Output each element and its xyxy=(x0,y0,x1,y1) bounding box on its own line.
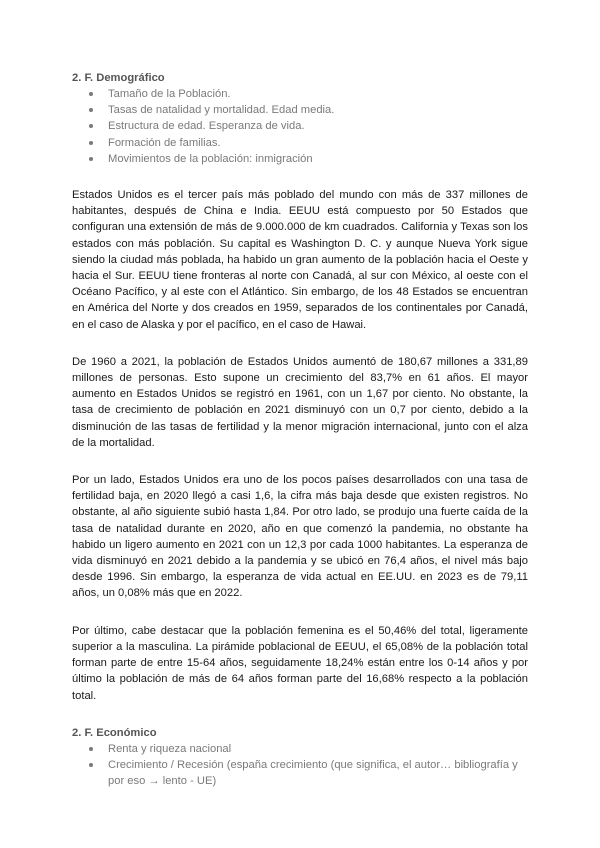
bullet-item: Tasas de natalidad y mortalidad. Edad media. xyxy=(72,102,528,118)
document-page xyxy=(72,70,528,789)
economico-bullet-list xyxy=(72,741,528,790)
bullet-item: Formación de familias. xyxy=(72,135,528,151)
bullet-item: Movimientos de la población: inmigración xyxy=(72,151,528,167)
demografico-bullet-list xyxy=(72,86,528,167)
paragraph-population-structure: Por último, cabe destacar que la población femenina es el 50,46% del total, ligeramente superior a la masculina. La pirámide poblacional de EEUU, el 65,08% de la población total forman parte de entre 15-64 años, seguidamente 18,24% están entre los 0-14 años y por último la población de más de 64 años forman parte del 16,68% respecto a la población total. xyxy=(72,624,528,702)
section-heading-demografico: 2. F. Demográfico xyxy=(72,72,165,84)
paragraph-fertility-natality: Por un lado, Estados Unidos era uno de los pocos países desarrollados con una tasa de fertilidad baja, en 2020 llegó a casi 1,6, la cifra más baja desde que existen registros. No obstante, al año siguiente subió hasta 1,84. Por otro lado, se produjo una fuerte caída de la tasa de natalidad durante en 2020, año en que comenzó la pandemia, no obstante ha habido un ligero aumento en 2021 con un 12,3 por cada 1000 habitantes. La esperanza de vida disminuyó en 2021 debido a la pandemia y se ubicó en 76,4 años, el nivel más bajo desde 1996. Sin embargo, la esperanza de vida actual en EE.UU. en 2023 es de 79,11 años, un 0,08% más que en 2022. xyxy=(72,474,528,600)
section-heading-economico: 2. F. Económico xyxy=(72,726,157,739)
bullet-item: Renta y riqueza nacional xyxy=(72,741,528,757)
bullet-item: Tamaño de la Población. xyxy=(72,86,528,102)
paragraph-population-overview: Estados Unidos es el tercer país más poblado del mundo con más de 337 millones de habitantes, después de China e India. EEUU está compuesto por 50 Estados que configuran una extensión de más de 9.000.000 de km cuadrados. California y Texas son los estados con más población. Su capital es Washington D. C. y aunque Nueva York sigue siendo la ciudad más poblada, ha habido un gran aumento de la población hacia el Oeste y hacia el Sur. EEUU tiene fronteras al norte con Canadá, al sur con México, al oeste con el Océano Pacífico, y al este con el Atlántico. Sin embargo, de los 48 Estados se encuentran en América del Norte y dos creados en 1959, separados de los continentales por Canadá, en el caso de Alaska y por el pacífico, en el caso de Hawai. xyxy=(72,189,528,331)
bullet-item: Crecimiento / Recesión (españa crecimiento (que significa, el autor… bibliografía y por eso → lento - UE) xyxy=(72,757,528,789)
paragraph-population-growth: De 1960 a 2021, la población de Estados Unidos aumentó de 180,67 millones a 331,89 millones de personas. Esto supone un crecimiento del 83,7% en 61 años. El mayor aumento en Estados Unidos se registró en 1961, con un 1,67 por ciento. No obstante, la tasa de crecimiento de población en 2021 disminuyó con un 0,7 por ciento, debido a la disminución de las tasas de fertilidad y la menor migración internacional, junto con el alza de la mortalidad. xyxy=(72,355,528,449)
bullet-item: Estructura de edad. Esperanza de vida. xyxy=(72,118,528,134)
